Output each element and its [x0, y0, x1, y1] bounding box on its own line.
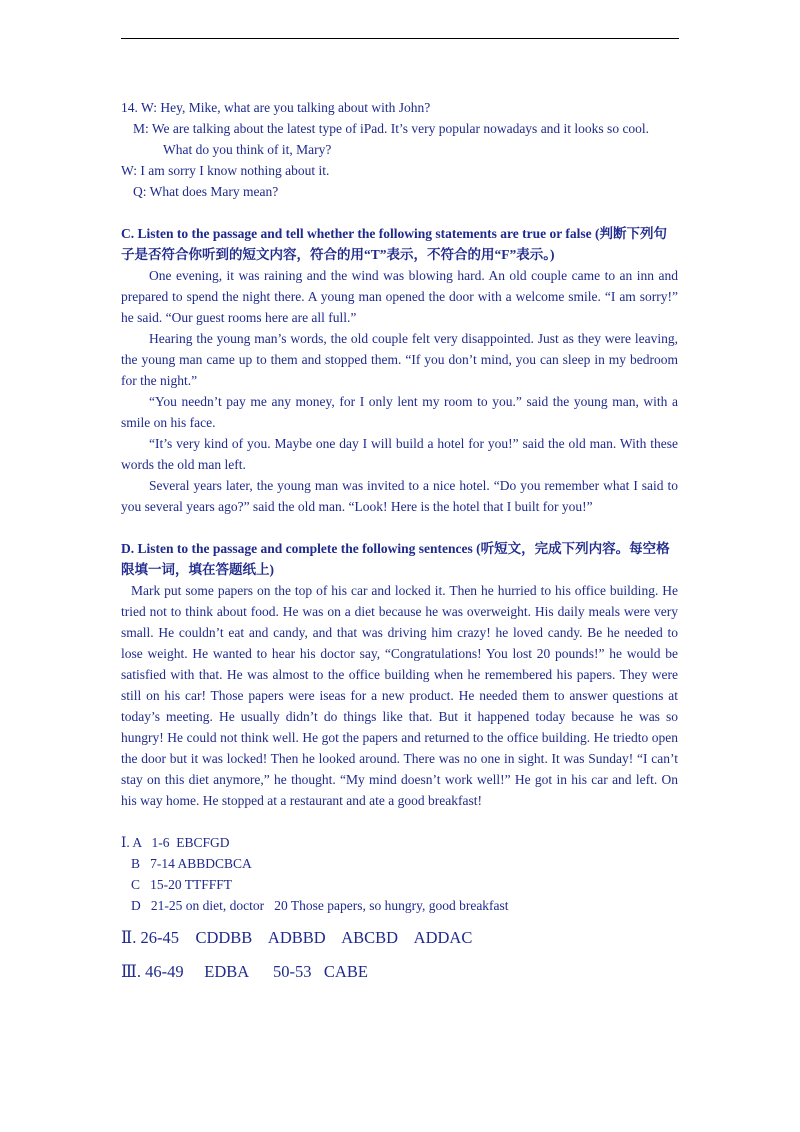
dialogue-line: M: We are talking about the latest type of iPad. It’s very popular nowadays and it looks so cool. [133, 121, 650, 136]
answer-line: Ⅲ. 46-49 EDBA 50-53 CABE [121, 962, 368, 981]
dialogue-14 [121, 97, 678, 202]
section-d-heading: D. Listen to the passage and complete the following sentences (听短文，完成下列内容。每空格限填一词，填在答题纸上) [121, 541, 670, 577]
answer-line: D 21-25 on diet, doctor 20 Those papers, so hungry, good breakfast [131, 898, 509, 913]
dialogue-question: Q: What does Mary mean? [133, 184, 279, 199]
answer-line: Ⅱ. 26-45 CDDBB ADBBD ABCBD ADDAC [121, 928, 473, 947]
answer-line: C 15-20 TTFFFT [131, 877, 233, 892]
header-rule [121, 38, 679, 39]
passage-paragraph: Several years later, the young man was invited to a nice hotel. “Do you remember what I said to you several years ago?” said the old man. “Look! Here is the hotel that I built for you!” [121, 478, 678, 514]
dialogue-line: 14. W: Hey, Mike, what are you talking about with John? [121, 100, 431, 115]
passage-paragraph: Mark put some papers on the top of his car and locked it. Then he hurried to his office building. He tried not to think about food. He was on a diet because he was overweight. His daily meals were very small. He couldn’t eat and candy, and that was driving him crazy! he loved candy. Be he needed to lose weight. He wanted to hear his doctor say, “Congratulations! You lost 20 pounds!” he would be satisfied with that. He was almost to the office building when he remembered his papers. They were still on his car! Those papers were iseas for a new product. He needed them to answer questions at today’s meeting. He usually didn’t do things like that. But it happened today because he was so hungry! He could not think well. He got the papers and returned to the office building. He triedto open the door but it was locked! Then he looked around. There was no one in sight. It was Sunday! “I can’t stay on this diet anymore,” he thought. “My mind doesn’t work well!” He got in his car and left. On his way home. He stopped at a restaurant and ate a good breakfast! [121, 583, 678, 808]
passage-paragraph: “You needn’t pay me any money, for I only lent my room to you.” said the young man, with a smile on his face. [121, 394, 678, 430]
passage-paragraph: “It’s very kind of you. Maybe one day I will build a hotel for you!” said the old man. With these words the old man left. [121, 436, 678, 472]
section-d [121, 538, 678, 811]
document-body [121, 97, 678, 984]
dialogue-line: W: I am sorry I know nothing about it. [121, 163, 330, 178]
dialogue-line: What do you think of it, Mary? [163, 142, 332, 157]
answer-line: Ⅰ. A 1-6 EBCFGD [121, 835, 230, 850]
section-c [121, 223, 678, 517]
answer-line: B 7-14 ABBDCBCA [131, 856, 252, 871]
passage-paragraph: One evening, it was raining and the wind was blowing hard. An old couple came to an inn and prepared to spend the night there. A young man opened the door with a welcome smile. “I am sorry!” he said. “Our guest rooms here are all full.” [121, 268, 678, 325]
answer-key [121, 832, 678, 984]
passage-paragraph: Hearing the young man’s words, the old couple felt very disappointed. Just as they were leaving, the young man came up to them and stopped them. “If you don’t mind, you can sleep in my bedroom for the night.” [121, 331, 678, 388]
section-c-heading: C. Listen to the passage and tell whether the following statements are true or false (判断下列句子是否符合你听到的短文内容，符合的用“T”表示，不符合的用“F”表示。) [121, 226, 667, 262]
